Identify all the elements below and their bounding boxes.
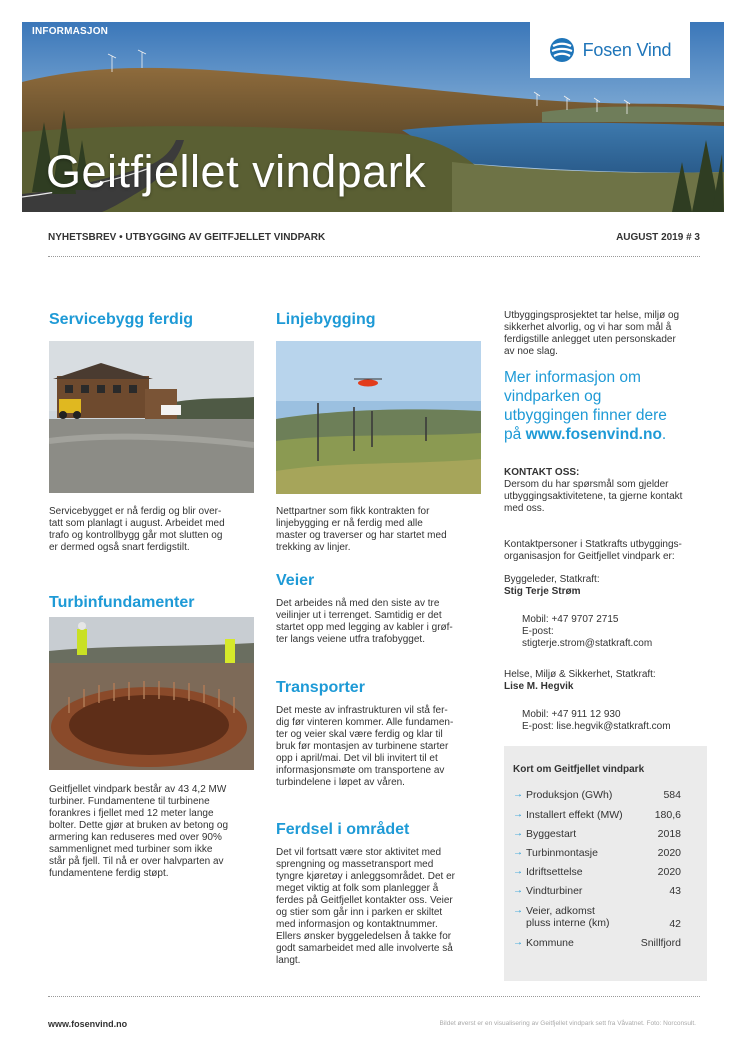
brand-name: Fosen Vind <box>582 39 672 60</box>
facts-box <box>504 746 707 981</box>
more-info-callout: Mer informasjon om vindparken og utbyggingen finner dere på www.fosenvind.no. <box>504 369 667 443</box>
contact-persons-intro: Kontaktpersoner i Statkrafts utbyggings- organisasjon for Geitfjellet vindpark er: <box>504 539 682 562</box>
contact-person-1-details: Mobil: +47 9707 2715 E-post: stigterje.strom@statkraft.com <box>522 614 712 650</box>
arrow-right-icon: → <box>513 937 523 948</box>
fact-row: → Installert effekt (MW) 180,6 <box>513 809 681 821</box>
fact-row: → Byggestart 2018 <box>513 828 681 840</box>
column-2-section-4 <box>276 821 482 839</box>
contact-person-2-details <box>522 709 712 733</box>
section-text: Det meste av infrastrukturen vil stå fer- dig før vinteren kommer. Alle fundamen- ter og veier skal være ferdig og klar til bruk før montasjen av turbinene starter opp i april/mai. Det vil bli invitert til et informasjonsmøte om transportene av turbindelene i løpet av våren. <box>276 705 454 788</box>
email-link[interactable]: E-post: lise.hegvik@statkraft.com <box>522 721 671 732</box>
fact-row: → Kommune Snillfjord <box>513 937 681 949</box>
section-text: Geitfjellet vindpark består av 43 4,2 MW turbiner. Fundamentene til turbinene forankres i fjellet med 12 meter lange bolter. Dette gjør at bruken av betong og armering kan reduseres med over 90% sammenlignet med turbiner som ikke står på fjell. Til nå er over halvparten av fundamentene ferdig støpt. <box>49 784 228 879</box>
divider <box>48 256 700 257</box>
newsletter-header <box>48 232 700 243</box>
column-2 <box>276 311 482 329</box>
issue-date: AUGUST 2019 # 3 <box>616 232 700 243</box>
section-heading: Ferdsel i området <box>276 821 410 838</box>
contact-name: Lise M. Hegvik <box>504 681 574 692</box>
arrow-right-icon: → <box>513 828 523 839</box>
section-heading: Transporter <box>276 679 365 696</box>
hero-banner <box>22 22 724 212</box>
hse-intro: Utbyggingsprosjektet tar helse, miljø og sikkerhet alvorlig, og vi har som mål å ferdigstille anlegget uten personskader av noe slag. <box>504 310 680 357</box>
fact-row: → Vindturbiner 43 <box>513 885 681 897</box>
section-heading: Turbinfundamenter <box>49 594 195 611</box>
section-label: INFORMASJON <box>32 26 109 37</box>
newsletter-subtitle: NYHETSBREV • UTBYGGING AV GEITFJELLET VINDPARK <box>48 232 326 243</box>
section-text: Det vil fortsatt være stor aktivitet med sprengning og massetransport med tyngre kjøretøy i anleggsområdet. Det er meget viktig at folk som planlegger å ferdes på Geitfjellet kontakter oss. Veier og stier som går inn i parken er skiltet med informasjon og kontaktnummer. Ellers ønsker byggeledelsen å takke for godt samarbeidet med alle involverte så langt. <box>276 847 455 966</box>
email-link[interactable]: stigterje.strom@statkraft.com <box>522 638 653 649</box>
arrow-right-icon: → <box>513 809 523 820</box>
fact-row: → Idriftsettelse 2020 <box>513 866 681 878</box>
arrow-right-icon: → <box>513 885 523 896</box>
page-title: Geitfjellet vindpark <box>46 146 427 197</box>
column-1 <box>49 311 255 329</box>
column-2-section-3 <box>276 679 482 697</box>
section-text: Servicebygget er nå ferdig og blir over- tatt som planlagt i august. Arbeidet med trafo og kontrollbygg går mot slutten og er dermed også snart ferdigstilt. <box>49 506 225 553</box>
fact-row: → Produksjon (GWh) 584 <box>513 789 681 801</box>
phone-number[interactable]: Mobil: +47 911 12 930 <box>522 709 621 720</box>
footer-divider <box>48 996 700 997</box>
phone-number[interactable]: Mobil: +47 9707 2715 <box>522 614 619 625</box>
fact-row: → Turbinmontasje 2020 <box>513 847 681 859</box>
contact-section: KONTAKT OSS: Dersom du har spørsmål som gjelder utbyggingsaktivitetene, ta gjerne kontakt med oss. <box>504 467 714 515</box>
facts-title: Kort om Geitfjellet vindpark <box>513 764 645 775</box>
brand-logo <box>530 22 690 78</box>
service-building-photo <box>49 341 254 493</box>
turbine-foundation-photo <box>49 617 254 770</box>
fact-row: → Veier, adkomst pluss interne (km) 42 <box>513 905 681 930</box>
section-text: Nettpartner som fikk kontrakten for linjebygging er nå ferdig med alle master og traverser og har startet med trekking av linjer. <box>276 506 447 553</box>
contact-person-1: Byggeleder, Statkraft: Stig Terje Strøm <box>504 574 714 598</box>
section-heading: Servicebygg ferdig <box>49 311 194 328</box>
column-2-section-2 <box>276 572 482 590</box>
arrow-right-icon: → <box>513 905 523 916</box>
arrow-right-icon: → <box>513 866 523 877</box>
contact-name: Stig Terje Strøm <box>504 586 581 597</box>
section-text: Det arbeides nå med den siste av tre veilinjer ut i terrenget. Samtidig er det startet opp med legging av kabler i grøf- ter langs veiene utfra trafobygget. <box>276 598 453 645</box>
photo-credit: Bildet øverst er en visualisering av Geitfjellet vindpark sett fra Våvatnet. Foto: Norconsult. <box>439 1020 696 1027</box>
section-heading: Linjebygging <box>276 311 376 328</box>
power-line-photo <box>276 341 481 494</box>
footer-website-link[interactable]: www.fosenvind.no <box>48 1019 128 1029</box>
column-1-section-2 <box>49 594 255 612</box>
contact-person-2: Helse, Miljø & Sikkerhet, Statkraft: Lise M. Hegvik <box>504 669 714 693</box>
section-heading: Veier <box>276 572 315 589</box>
website-link[interactable]: www.fosenvind.no <box>525 426 662 443</box>
contact-heading: KONTAKT OSS: <box>504 467 580 478</box>
arrow-right-icon: → <box>513 789 523 800</box>
wind-logo-icon <box>549 37 575 63</box>
arrow-right-icon: → <box>513 847 523 858</box>
